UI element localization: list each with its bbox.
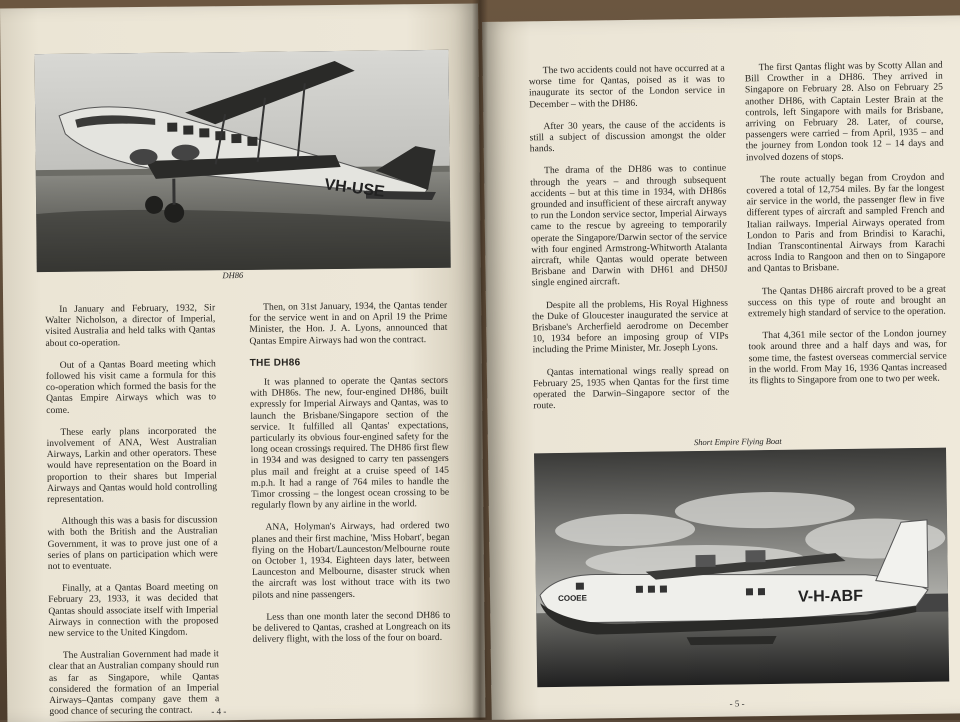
left-column-1 xyxy=(45,302,219,722)
book-gutter xyxy=(472,0,488,720)
page-number-right: - 5 - xyxy=(729,698,744,708)
paragraph: Less than one month later the second DH86 to be delivered to Qantas, crashed at Longreach on its delivery flight, with the loss of the four on board. xyxy=(252,610,450,646)
paragraph: After 30 years, the cause of the accidents is still a subject of discussion amongst the older hands. xyxy=(529,118,725,154)
right-page xyxy=(482,15,960,720)
flying-boat-photo xyxy=(534,448,949,688)
flying-boat-photo-caption: Short Empire Flying Boat xyxy=(658,435,818,447)
page-number-left: - 4 - xyxy=(211,706,226,716)
paragraph: That 4,361 mile sector of the London journey took around three and a half days and was, for some time, the fastest overseas commercial service in the world. From May 16, 1936 Qantas increased its flights to Singapore from one to two per week. xyxy=(748,328,947,387)
paragraph: These early plans incorporated the involvement of ANA, West Australian Airways, Larkin and other operators. These would have representation on the Board in proportion to their shares but Imperial Airways and Qantas would hold controlling representation. xyxy=(46,425,217,505)
paragraph: Qantas international wings really spread on February 25, 1935 when Qantas for the first time operated the Darwin–Singapore sector of the route. xyxy=(533,364,730,412)
paragraph: The Qantas DH86 aircraft proved to be a great success on this type of route and brought an extremely high standard of service to the operation. xyxy=(748,283,946,319)
dh86-photo-caption: DH86 xyxy=(203,270,263,281)
paragraph: Finally, at a Qantas Board meeting on February 23, 1933, it was decided that Qantas should associate itself with Imperial Airways in connection with the proposed new service to the United Kingdom. xyxy=(48,582,219,640)
paragraph: Out of a Qantas Board meeting which followed his visit came a formula for this co-operation which formed the basis for the Qantas Empire Airways which was to come. xyxy=(46,358,217,416)
paragraph: Then, on 31st January, 1934, the Qantas tender for the service went in and on April 19 the Prime Minister, the Hon. J. A. Lyons, announced that Qantas Empire Airways had won the contract. xyxy=(249,300,447,347)
right-column-1 xyxy=(529,63,730,423)
paragraph: The drama of the DH86 was to continue through the years – and through subsequent accidents – but at this time in 1934, with DH86s grounded and insufficient of these aircraft anyway to run the London service sector, Imperial Airways came to the rescue by agreeing to temporarily operate the Singapore/Darwin sector of the service with four engined Armstrong-Whitworth Atalanta aircraft, while Qantas would operate between Brisbane and Darwin with DH61 and DH50J single engined aircraft. xyxy=(530,163,728,289)
paragraph: In January and February, 1932, Sir Walter Nicholson, a director of Imperial, visited Australia and held talks with Qantas about co-operation. xyxy=(45,302,215,349)
flying-boat-registration: V-H-ABF xyxy=(798,588,863,606)
left-page xyxy=(0,3,485,722)
section-heading: THE DH86 xyxy=(250,356,448,369)
dh86-registration: VH-USE xyxy=(323,176,385,201)
paragraph: The route actually began from Croydon and covered a total of 12,754 miles. By far the longest air service in the world, the passenger flew in five different types of aircraft and sampled French and Italian railways. Imperial Airways operated from London to Paris and from Brindisi to Karachi, Indian Transcontinental Airways from Karachi across India to Rangoon and then on to Singapore and Qantas to Brisbane. xyxy=(746,171,945,275)
paragraph: The first Qantas flight was by Scotty Allan and Bill Crowther in a DH86. They arrived in Singapore on February 28. Also on February 25 another DH86, with Captain Lester Brain at the controls, left Singapore with mails for Brisbane, arriving on February 28. Later, of course, passengers were carried – from April, 1935 – and the journey from London took 12 – 14 days and involved dozens of stops. xyxy=(745,60,944,164)
dh86-biplane-image xyxy=(34,50,450,272)
paragraph: The two accidents could not have occurred at a worse time for Qantas, poised as it was to inaugurate its sector of the London service in December – with the DH86. xyxy=(529,63,726,111)
dh86-photo xyxy=(34,50,450,272)
paragraph: Although this was a basis for discussion with both the British and the Australian Government, it was to prove just one of a series of plans on participation which were not to eventuate. xyxy=(47,515,218,573)
flying-boat-image xyxy=(534,448,949,688)
paragraph: The Australian Government had made it clear that an Australian company should run as far as Singapore, while Qantas considered the formation of an Imperial Airways–Qantas company gave them a good chance of securing the contract. xyxy=(49,649,220,718)
paragraph: ANA, Holyman's Airways, had ordered two planes and their first machine, 'Miss Hobart', began flying on the Hobart/Launceston/Melbourne route on October 1, 1934. Eighteen days later, between Launceston and Melbourne, disaster struck when the aircraft was lost without trace with its two pilots and nine passengers. xyxy=(251,520,450,600)
paragraph: Despite all the problems, His Royal Highness the Duke of Gloucester inaugurated the service at Brisbane's Archerfield aerodrome on December 10, 1934 before an imposing group of VIPs including the Prime Minister, Mr. Joseph Lyons. xyxy=(532,297,729,356)
paragraph: It was planned to operate the Qantas sectors with DH86s. The new, four-engined DH86, built expressly for Imperial Airways and Qantas, was to launch the Brisbane/Singapore section of the service. It fulfilled all Qantas' expectations, particularly its obvious four-engined safety for the long ocean crossings required. The DH86 first flew in 1934 and was designed to carry ten passengers plus mail and freight at a cruise speed of 145 m.p.h. It had a range of 764 miles to handle the Timor crossing – the longest ocean crossing to be regularly flown by any airline in the world. xyxy=(250,375,449,512)
right-column-2 xyxy=(745,60,948,398)
boat-name-label: COOEE xyxy=(558,594,588,603)
left-column-2 xyxy=(249,300,451,657)
